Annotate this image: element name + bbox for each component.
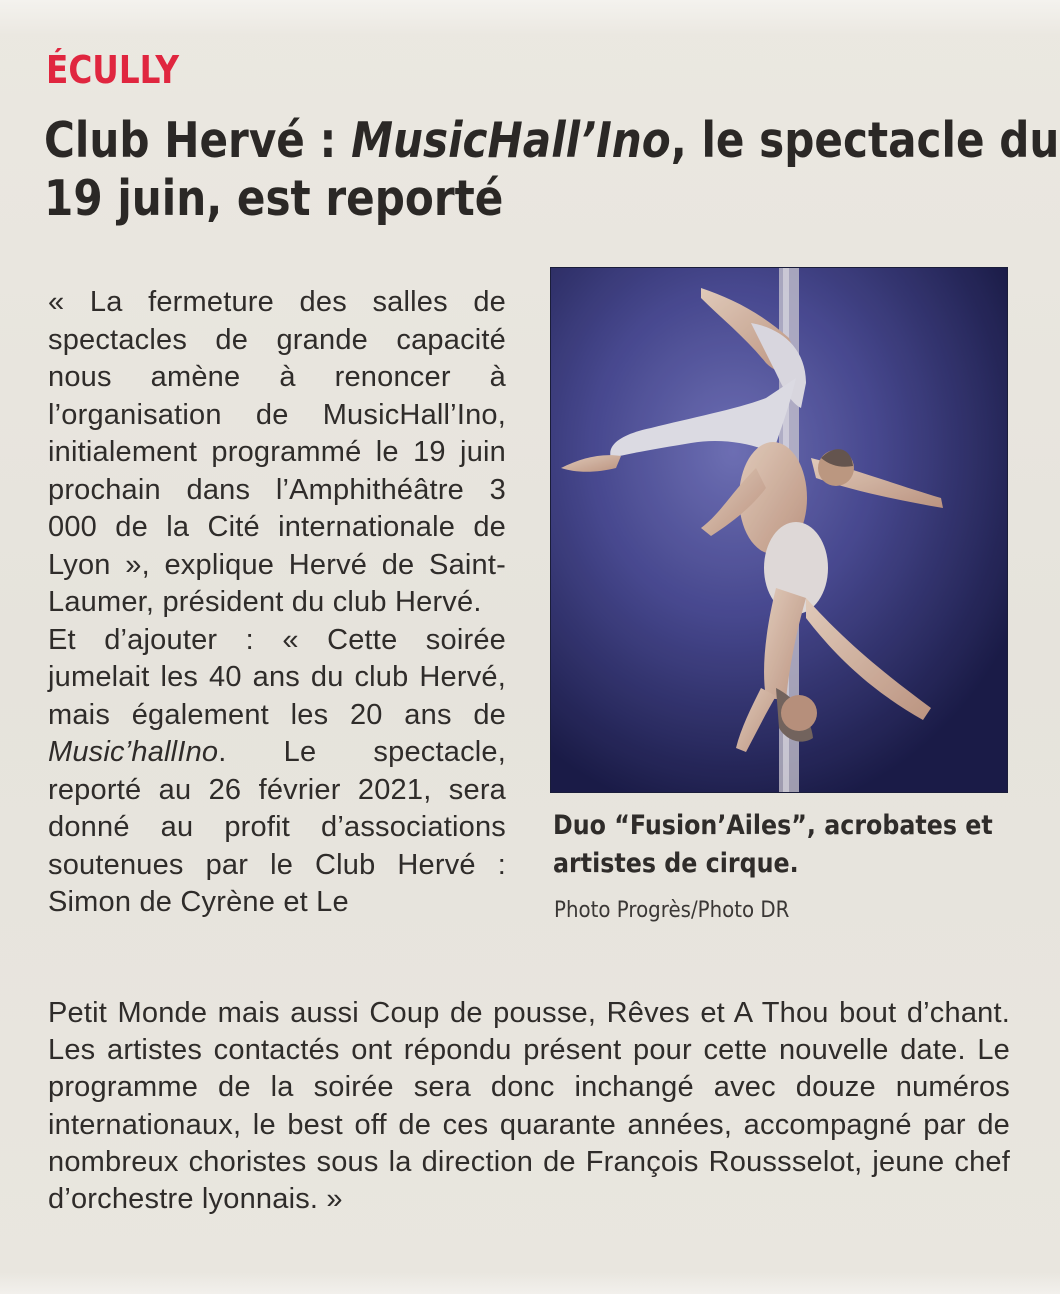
photo-caption: Duo “Fusion’Ailes”, acrobates et artistes de cirque.: [553, 810, 993, 879]
paragraph-2-end: . Le spectacle, reporté au 26 février 2021, sera donné au profit d’associations soutenues par le Club Hervé : Simon de Cyrène et Le: [48, 736, 506, 918]
article-column: [48, 284, 506, 922]
paragraph-2-start: Et d’ajouter : « Cette soirée jumelait les 40 ans du club Hervé, mais également les 20 ans de: [48, 623, 506, 731]
paragraph-2-show-name: Music’hallIno: [48, 736, 219, 768]
article-paragraph-3: Petit Monde mais aussi Coup de pousse, Rêves et A Thou bout d’chant. Les artistes contactés ont répondu présent pour cette nouvelle date. Le programme de la soirée sera donc inchangé avec douze numéros internationaux, le best off de ces quarante années, accompagné par de nombreux choristes sous la direction de François Roussselot, jeune chef d’orchestre lyonnais. »: [48, 997, 1010, 1216]
article-continuation: [48, 995, 1010, 1218]
section-label: ÉCULLY: [46, 48, 180, 92]
headline-part-1: Club Hervé :: [44, 112, 352, 169]
headline-part-3: , le spectacle du 19 juin, est reporté: [44, 112, 1060, 227]
headline: [44, 112, 1060, 228]
headline-show-name: MusicHall’Ino: [351, 112, 671, 169]
paper-edge-top: [0, 0, 1060, 36]
article-paragraph-2: [48, 622, 506, 922]
acrobats-photo: [550, 267, 1008, 793]
photo-credit: Photo Progrès/Photo DR: [554, 898, 790, 923]
acrobats-illustration: [551, 268, 1007, 792]
paper-edge-bottom: [0, 1272, 1060, 1294]
article-paragraph-1: « La fermeture des salles de spectacles de grande capacité nous amène à renoncer à l’organisation de MusicHall’Ino, initialement programmé le 19 juin prochain dans l’Amphithéâtre 3 000 de la Cité internationale de Lyon », explique Hervé de Saint-Laumer, président du club Hervé.: [48, 286, 506, 618]
